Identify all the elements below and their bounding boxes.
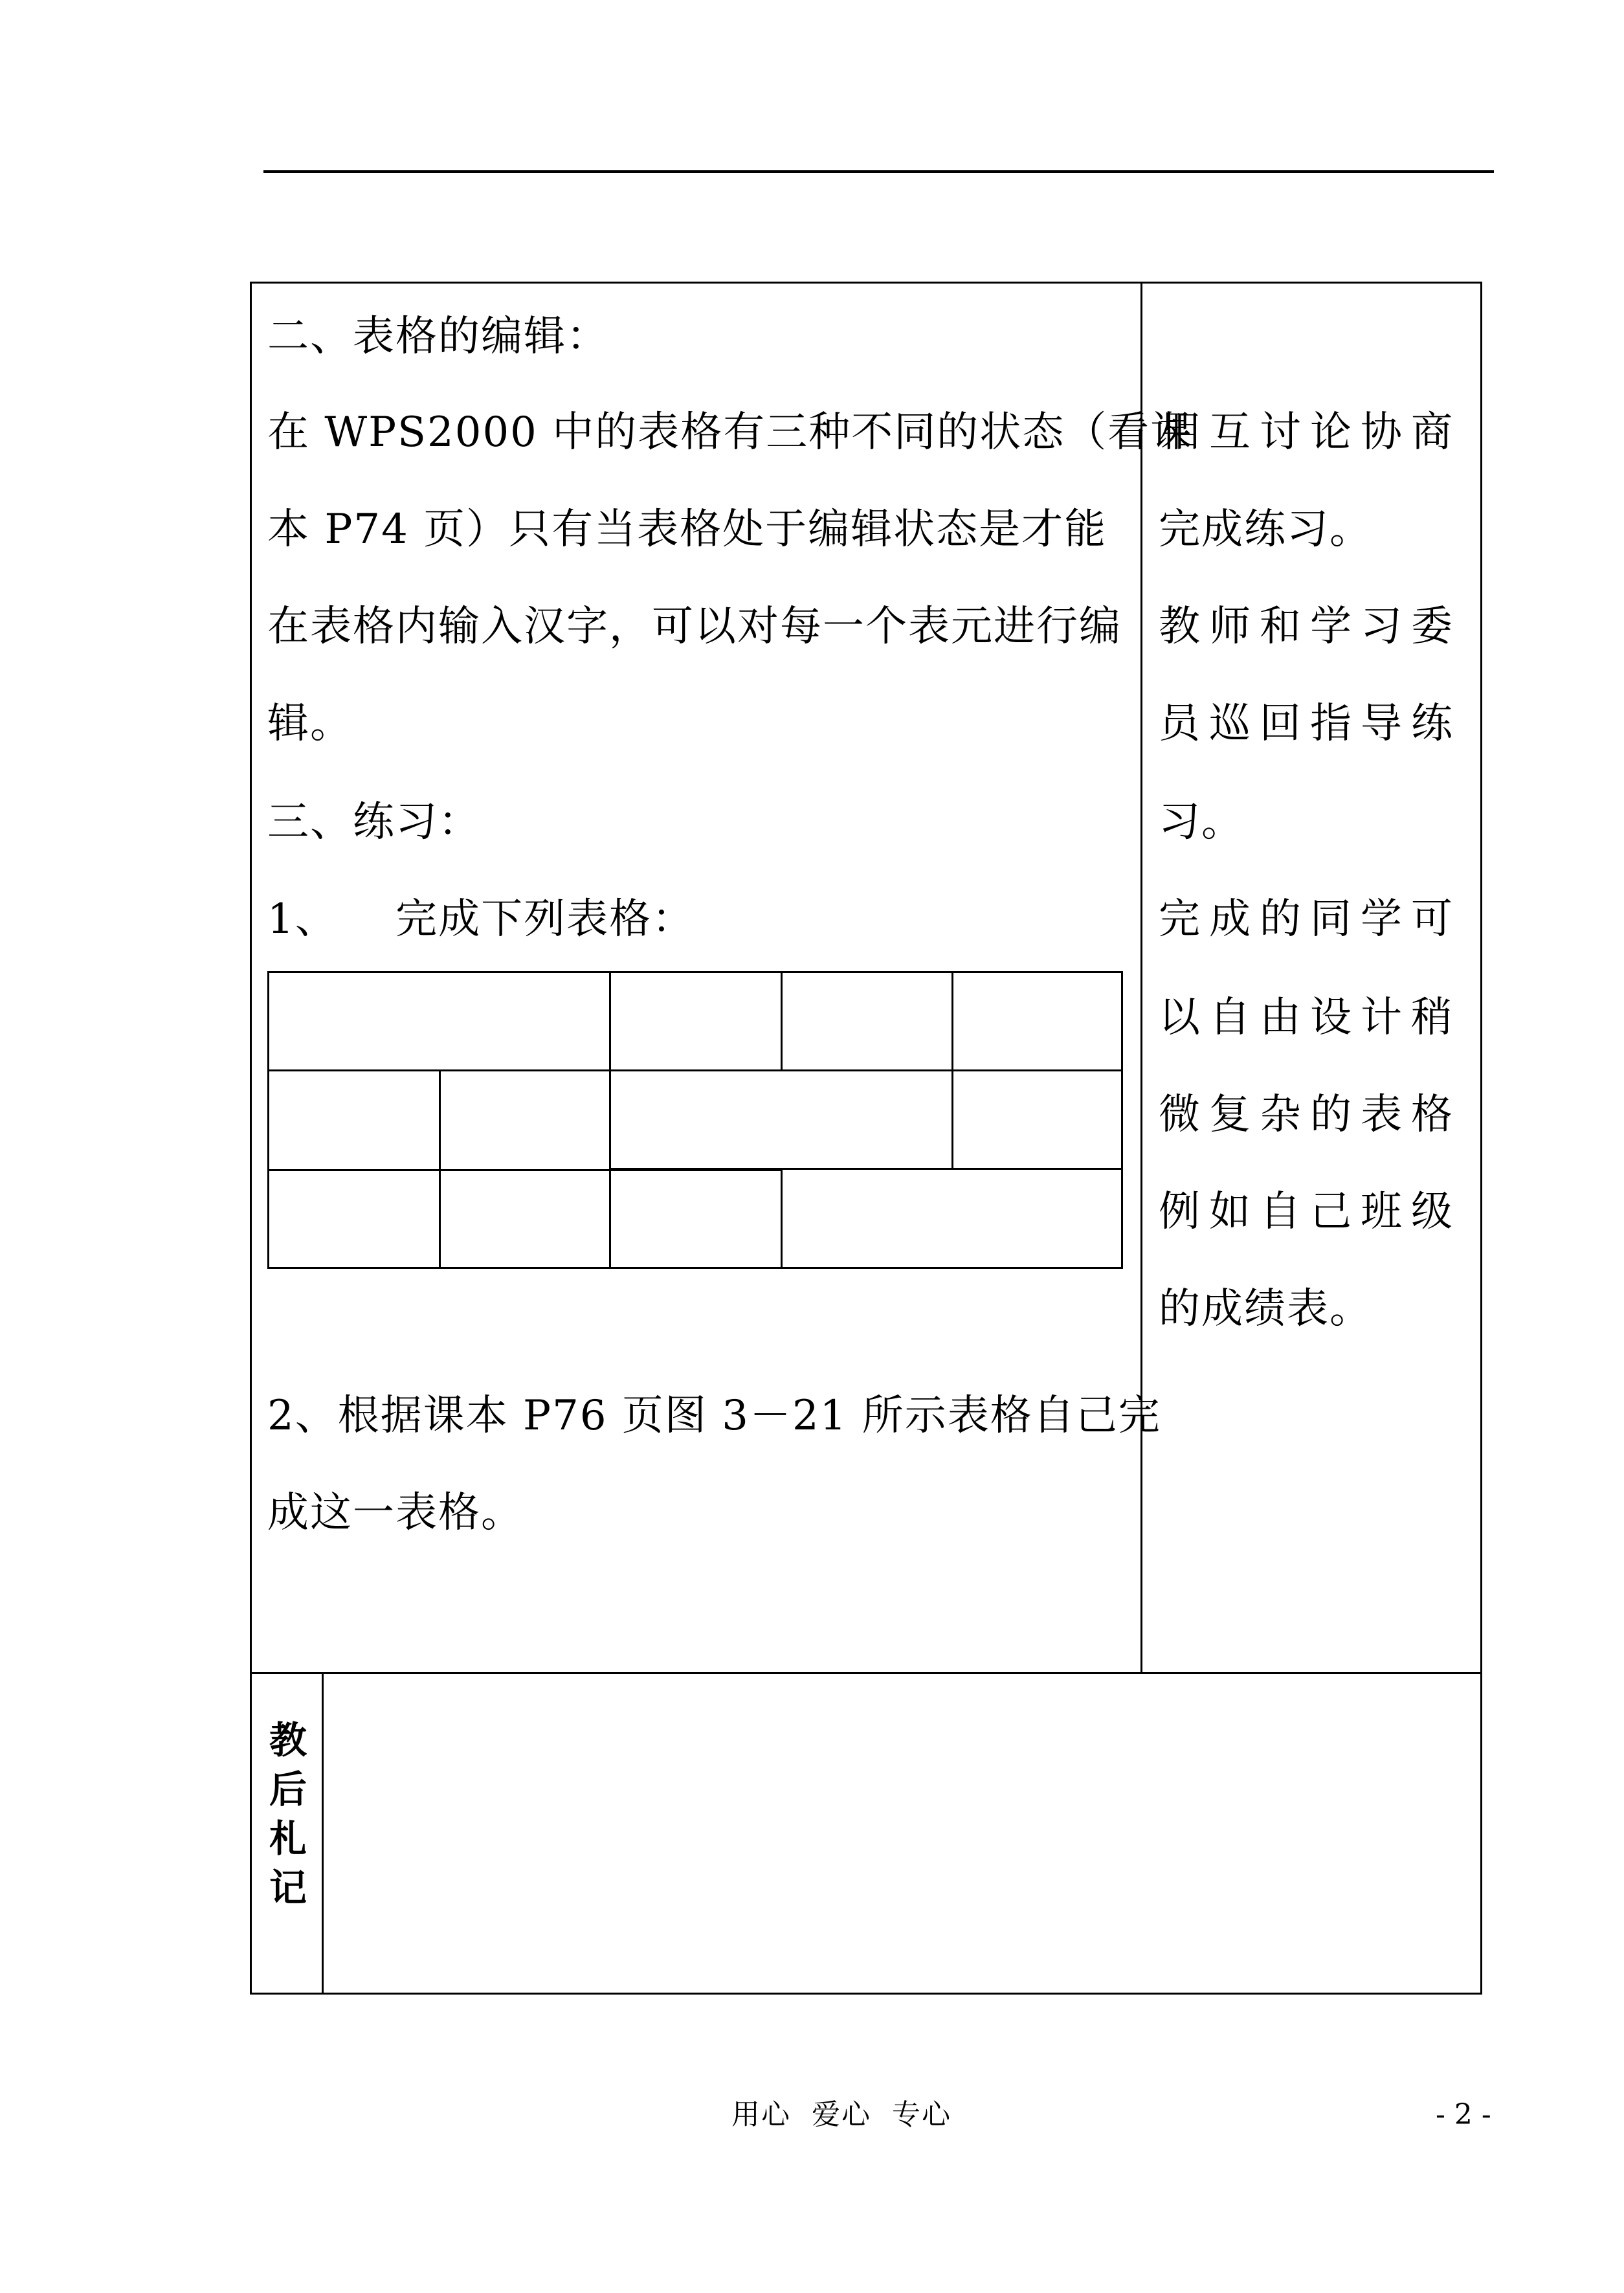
table-cell	[781, 971, 953, 1071]
table-border-bottom	[250, 1993, 1482, 1995]
side-note-line-10: 的成绩表。	[1159, 1285, 1372, 1333]
side-note-line-2: 完成练习。	[1159, 506, 1372, 554]
notes-label-char: 教	[269, 1718, 307, 1762]
table-border-right	[1480, 282, 1482, 1995]
section-edit-title: 二、表格的编辑：	[267, 313, 609, 361]
table-cell	[951, 971, 1123, 1071]
edit-paragraph-line-2: 本 P74 页）只有当表格处于编辑状态是才能	[267, 506, 1107, 554]
side-note-line-8: 微复杂的表格	[1159, 1091, 1462, 1139]
exercise-2-line-1: 2、根据课本 P76 页图 3－21 所示表格自己完	[267, 1392, 1161, 1440]
side-note-line-9: 例如自己班级	[1159, 1188, 1462, 1236]
side-note-line-6: 完成的同学可	[1159, 895, 1462, 943]
side-note-line-3: 教师和学习委	[1159, 603, 1462, 651]
table-cell	[781, 1168, 1123, 1269]
exercise-1: 1、 完成下列表格：	[267, 895, 695, 943]
table-border-left	[250, 282, 252, 1995]
table-cell	[267, 1069, 441, 1171]
side-note-line-1: 相互讨论协商	[1159, 408, 1462, 456]
table-cell	[439, 1169, 611, 1269]
table-cell	[951, 1069, 1123, 1170]
post-lesson-notes-label	[265, 1716, 311, 1912]
side-note-line-4: 员巡回指导练	[1159, 700, 1462, 748]
table-cell	[267, 971, 611, 1071]
side-note-line-7: 以自由设计稍	[1159, 994, 1462, 1042]
table-border-top	[250, 282, 1482, 284]
notes-label-divider	[322, 1672, 324, 1994]
edit-paragraph-line-3: 在表格内输入汉字，可以对每一个表元进行编	[267, 603, 1122, 651]
notes-label-char: 后	[269, 1767, 307, 1811]
table-cell	[609, 971, 783, 1071]
table-cell	[267, 1169, 441, 1269]
practice-table	[267, 971, 1123, 1269]
header-rule	[263, 170, 1494, 173]
column-divider	[1140, 282, 1142, 1673]
table-cell	[609, 1169, 783, 1269]
page-number: - 2 -	[1436, 2098, 1491, 2131]
footer-motto: 用心 爱心 专心	[731, 2098, 951, 2131]
edit-paragraph-line-4: 辑。	[267, 700, 353, 748]
edit-paragraph-line-1: 在 WPS2000 中的表格有三种不同的状态（看课	[267, 408, 1194, 456]
notes-label-char: 记	[269, 1866, 307, 1910]
table-cell	[439, 1069, 611, 1171]
table-cell	[609, 1069, 953, 1170]
exercise-2-line-2: 成这一表格。	[267, 1489, 524, 1537]
side-note-line-5: 习。	[1159, 798, 1244, 846]
notes-label-char: 札	[269, 1817, 307, 1861]
section-practice-title: 三、练习：	[267, 798, 481, 846]
row-divider	[250, 1672, 1482, 1674]
